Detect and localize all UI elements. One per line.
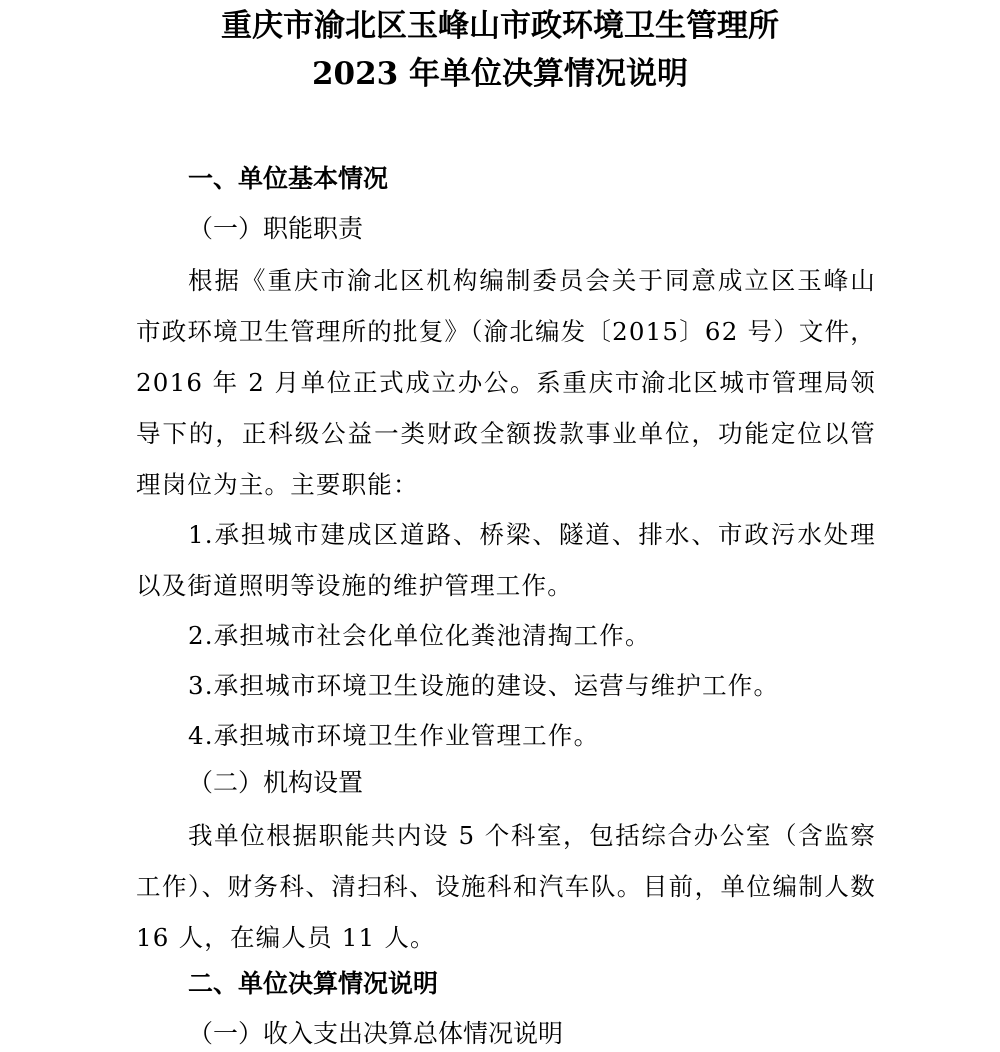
document-title-line2: 2023 年单位决算情况说明 [311, 56, 689, 92]
subsection-heading-functions: （一）职能职责 [188, 214, 364, 243]
list-item-function-4: 4.承担城市环境卫生作业管理工作。 [188, 721, 600, 750]
subsection-heading-income-expense: （一）收入支出决算总体情况说明 [188, 1019, 564, 1048]
paragraph-organization: 我单位根据职能共内设 5 个科室，包括综合办公室（含监察工作）、财务科、清扫科、设施科和汽车队。目前，单位编制人数 16 人，在编人员 11 人。 [136, 821, 876, 952]
document-title-line1: 重庆市渝北区玉峰山市政环境卫生管理所 [221, 8, 779, 44]
list-item-function-2: 2.承担城市社会化单位化粪池清掏工作。 [188, 621, 651, 650]
subsection-heading-organization: （二）机构设置 [188, 768, 364, 797]
section-heading-final-accounts: 二、单位决算情况说明 [188, 969, 439, 998]
paragraph-functions: 根据《重庆市渝北区机构编制委员会关于同意成立区玉峰山市政环境卫生管理所的批复》（渝北编发〔2015〕62 号）文件，2016 年 2 月单位正式成立办公。系重庆市渝北区城市管理局领导下的，正科级公益一类财政全额拨款事业单位，功能定位以管理岗位为主。主要职能： [136, 266, 876, 499]
list-item-function-1: 1.承担城市建成区道路、桥梁、隧道、排水、市政污水处理以及街道照明等设施的维护管理工作。 [136, 520, 876, 600]
section-heading-basic-info: 一、单位基本情况 [188, 164, 389, 193]
list-item-function-3: 3.承担城市环境卫生设施的建设、运营与维护工作。 [188, 671, 780, 700]
